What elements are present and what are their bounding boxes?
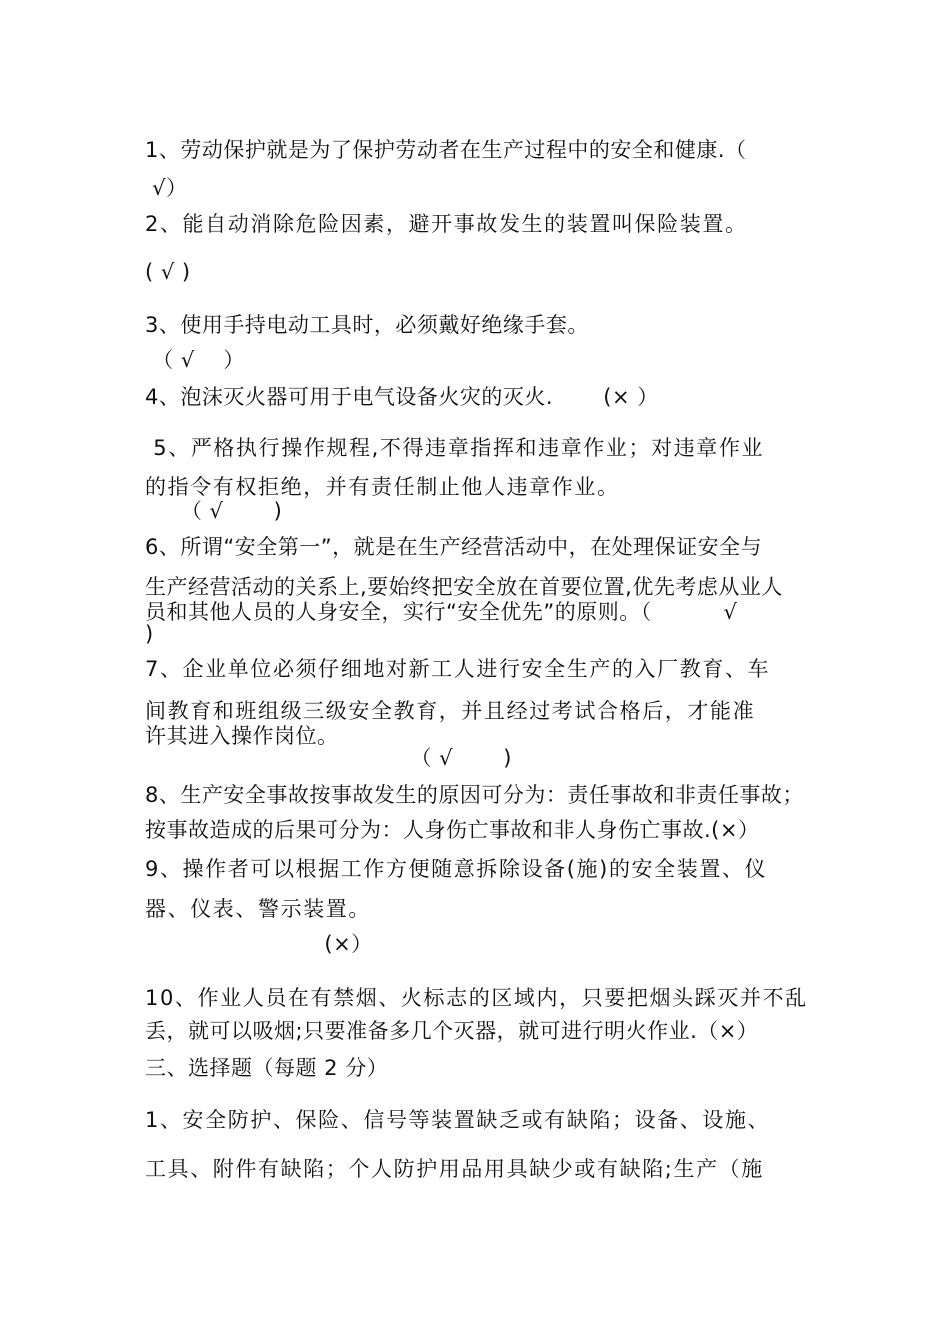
q7-text-2: 间教育和班组级三级安全教育，并且经过考试合格后，才能准 [145,699,756,723]
q3-text: 3、使用手持电动工具时，必须戴好绝缘手套。 [145,313,589,337]
q1-text: 1、劳动保护就是为了保护劳动者在生产过程中的安全和健康.（ [145,138,747,162]
q5-text: 5、严格执行操作规程,不得违章指挥和违章作业；对违章作业 [145,436,765,460]
choice-q1-text-2: 工具、附件有缺陷；个人防护用品用具缺少或有缺陷;生产（施 [145,1157,764,1181]
q10-text: 10、作业人员在有禁烟、火标志的区域内，只要把烟头踩灭并不乱 [145,986,808,1010]
section-heading: 三、选择题（每题 2 分） [145,1056,389,1080]
q6-text: 6、所谓“安全第一”，就是在生产经营活动中，在处理保证安全与 [145,535,763,559]
choice-q1-text: 1、安全防护、保险、信号等装置缺乏或有缺陷；设备、设施、 [145,1108,771,1132]
q2-text: 2、能自动消除危险因素，避开事故发生的装置叫保险装置。 [145,212,748,236]
q4-text: 4、泡沫灭火器可用于电气设备火灾的灭火. (× ） [145,385,659,409]
q6-answer: ) [145,622,154,646]
q1-answer: √） [145,176,188,200]
q10-text-2: 丢，就可以吸烟;只要准备多几个灭器，就可进行明火作业.（×） [145,1019,759,1043]
q9-text-2: 器、仪表、警示装置。 [145,897,371,921]
q8-text-2: 按事故造成的后果可分为：人身伤亡事故和非人身伤亡事故.(×） [145,818,760,842]
q6-text-2: 生产经营活动的关系上,要始终把安全放在首要位置,优先考虑从业人 [145,575,783,599]
q6-text-3: 员和其他人员的人身安全，实行“安全优先”的原则。（ √ [145,600,738,624]
q9-answer: (×） [145,932,373,956]
q3-answer: （ √ ） [145,348,245,372]
q8-text: 8、生产安全事故按事故发生的原因可分为：责任事故和非责任事故； [145,783,804,807]
q7-text: 7、企业单位必须仔细地对新工人进行安全生产的入厂教育、车 [145,657,771,681]
q7-answer: （ √ ) [145,746,512,770]
q2-answer: ( √ ) [145,260,191,284]
q7-text-3: 许其进入操作岗位。 [145,724,339,748]
q5-answer: （ √ ) [145,499,283,523]
q5-text-2: 的指令有权拒绝，并有责任制止他人违章作业。 [145,475,620,499]
q9-text: 9、操作者可以根据工作方便随意拆除设备(施)的安全装置、仪 [145,857,768,881]
